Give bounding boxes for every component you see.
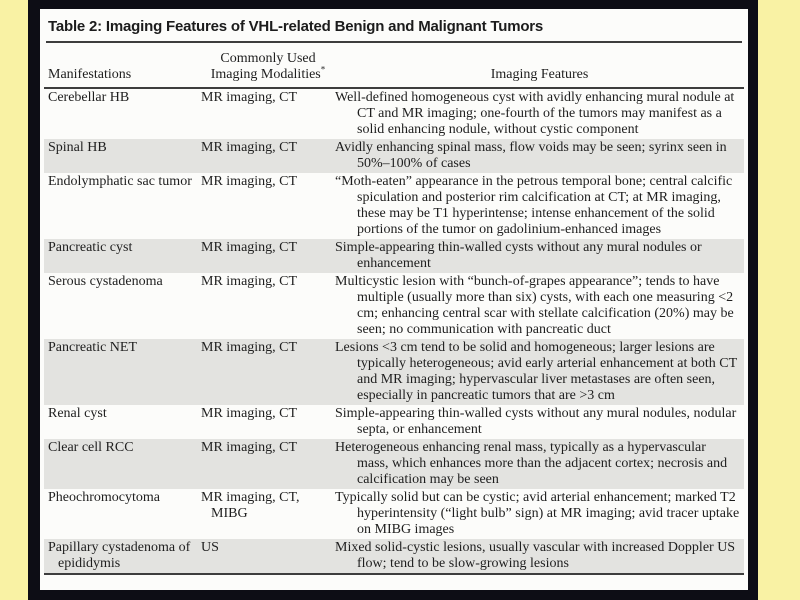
table-row [44,539,744,574]
modalities-cell: MR imaging, CT [201,90,298,105]
table-row [44,139,744,173]
manifestation-cell: Papillary cystadenoma of epididymis [48,540,191,571]
title-rule [46,41,742,43]
header-modalities-line2: Imaging Modalities [210,67,321,82]
features-cell: Lesions <3 cm tend to be solid and homogeneous; larger lesions are typically heterogeneous; avid early arterial enhancement at both CT and MR imaging; hypervascular liver metastases are often seen, especially in pancreatic tumors that are >3 cm [335,340,737,403]
modalities-cell: MR imaging, CT [201,140,298,155]
modalities-cell: MR imaging, CT [201,440,298,455]
manifestation-cell: Cerebellar HB [48,90,130,105]
header-manifestations: Manifestations [44,45,201,88]
table-row [44,173,744,239]
features-cell: Well-defined homogeneous cyst with avidly enhancing mural nodule at CT and MR imaging; one-fourth of the tumors may manifest as a solid enhancing nodule, without cystic component [335,90,735,137]
modalities-cell: MR imaging, CT [201,240,298,255]
manifestation-cell: Endolymphatic sac tumor [48,174,192,189]
header-imaging-features: Imaging Features [335,45,744,88]
table-paper [40,9,748,590]
table-header [44,45,744,88]
table-row [44,405,744,439]
table-row [44,439,744,489]
table-title: Table 2: Imaging Features of VHL-related Benign and Malignant Tumors [48,18,544,35]
features-cell: Simple-appearing thin-walled cysts without any mural nodules, nodular septa, or enhancement [335,406,737,437]
modalities-cell: MR imaging, CT [201,274,298,289]
manifestation-cell: Clear cell RCC [48,440,134,455]
table-row [44,339,744,405]
features-cell: Avidly enhancing spinal mass, flow voids may be seen; syrinx seen in 50%–100% of cases [335,140,727,171]
manifestation-cell: Renal cyst [48,406,107,421]
manifestation-cell: Serous cystadenoma [48,274,163,289]
manifestation-cell: Pheochromocytoma [48,490,160,505]
manifestation-cell: Pancreatic cyst [48,240,133,255]
modalities-cell: MR imaging, CT [201,340,298,355]
table-frame [28,0,758,600]
manifestation-cell: Spinal HB [48,140,107,155]
header-modalities [201,45,335,88]
features-cell: “Moth-eaten” appearance in the petrous temporal bone; central calcific spiculation and posterior rim calcification at CT; at MR imaging, these may be T1 hyperintense; intense enhancement of the solid portions of the tumor on gadolinium-enhanced images [335,174,733,237]
footnote-marker: * [320,64,326,75]
table-row [44,239,744,273]
features-cell: Simple-appearing thin-walled cysts without any mural nodules or enhancement [335,240,702,271]
features-cell: Multicystic lesion with “bunch-of-grapes appearance”; tends to have multiple (usually more than six) cysts, with each one measuring <2 cm; enhancing central scar with stellate calcification (20%) may be seen; no communication with pancreatic duct [335,274,734,337]
table-row [44,88,744,139]
features-cell: Heterogeneous enhancing renal mass, typically as a hypervascular mass, which enhances more than the adjacent cortex; necrosis and calcification may be seen [335,440,728,487]
features-cell: Typically solid but can be cystic; avid arterial enhancement; marked T2 hyperintensity (“light bulb” sign) at MR imaging; avid tracer uptake on MIBG images [335,490,740,537]
modalities-cell: US [201,540,219,555]
features-cell: Mixed solid-cystic lesions, usually vascular with increased Doppler US flow; tend to be slow-growing lesions [335,540,736,571]
table-body [44,88,744,574]
modalities-cell: MR imaging, CT, MIBG [201,490,300,521]
header-row [44,45,744,88]
manifestation-cell: Pancreatic NET [48,340,138,355]
modalities-cell: MR imaging, CT [201,174,298,189]
header-modalities-line1: Commonly Used [220,51,316,66]
table-row [44,273,744,339]
table-row [44,489,744,539]
modalities-cell: MR imaging, CT [201,406,298,421]
imaging-features-table [44,45,744,575]
